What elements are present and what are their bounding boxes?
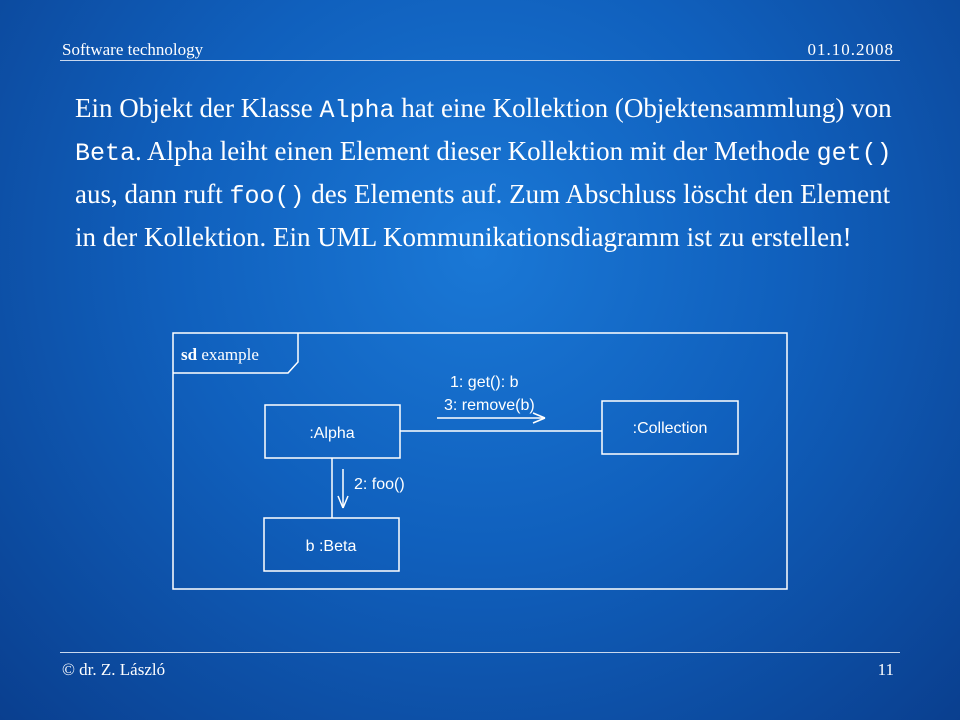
header-date: 01.10.2008 <box>807 40 894 59</box>
text-segment: aus, dann ruft <box>75 179 230 209</box>
footer-divider <box>60 652 900 653</box>
message-foo-label: 2: foo() <box>354 476 405 493</box>
message-remove-label: 3: remove(b) <box>444 397 535 414</box>
frame-label <box>181 345 259 364</box>
diagram-frame <box>173 333 787 589</box>
code-get: get() <box>816 139 892 168</box>
code-foo: foo() <box>229 182 305 211</box>
object-beta-label: b :Beta <box>305 538 357 555</box>
code-beta: Beta <box>75 139 136 168</box>
text-segment: hat eine Kollektion (Objektensammlung) von <box>394 93 892 123</box>
text-segment: Ein Objekt der Klasse <box>75 93 320 123</box>
page-number: 11 <box>877 660 894 679</box>
header-title: Software technology <box>62 40 204 59</box>
text-segment: . Alpha leiht einen Element dieser Kollektion mit der Methode <box>135 136 817 166</box>
footer-author: © dr. Z. László <box>62 660 166 679</box>
frame-label-name: example <box>197 345 259 364</box>
object-collection-label: :Collection <box>632 420 708 437</box>
message-get-label: 1: get(): b <box>450 374 519 391</box>
code-alpha: Alpha <box>319 96 395 125</box>
object-alpha-label: :Alpha <box>309 425 355 442</box>
frame-label-keyword: sd <box>181 345 198 364</box>
text-segment: des Elements auf. Zum Abschluss löscht den Element in der Kollektion. Ein UML Kommunikationsdiagramm ist zu erstellen! <box>75 179 891 252</box>
